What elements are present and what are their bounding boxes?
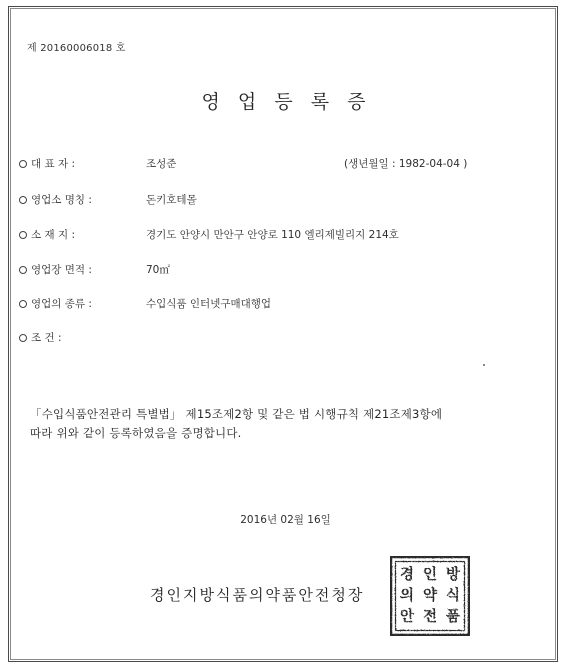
field-representative [19,156,176,171]
svg-text:의: 의 [399,588,415,604]
scan-speck [483,364,485,366]
field-value: 수입식품 인터넷구매대행업 [146,298,272,310]
certification-statement [30,405,530,443]
circle-bullet-icon [19,300,27,308]
field-label: 소 재 지 : [31,229,75,241]
statement-line: 「수입식품안전관리 특별법」 제15조제2항 및 같은 법 시행규칙 제21조제3항에 [30,407,443,421]
issue-date: 2016년 02월 16일 [240,514,331,526]
field-label: 조 건 : [31,332,62,344]
field-business-name [19,192,197,207]
circle-bullet-icon [19,196,27,204]
svg-text:약: 약 [422,588,438,604]
field-conditions [19,330,146,345]
svg-text:전: 전 [422,609,438,625]
certificate-number: 제 20160006018 호 [27,43,126,54]
svg-text:방: 방 [445,567,461,583]
birth-date: (생년월일 : 1982-04-04 ) [344,158,468,170]
field-value: 조성준 [146,158,177,170]
field-value: 돈키호테몰 [146,194,197,206]
svg-text:경: 경 [399,567,415,583]
svg-text:식: 식 [445,588,461,604]
svg-text:안: 안 [399,609,415,625]
field-floor-area [19,262,170,277]
issuer-name: 경인지방식품의약품안전청장 [150,586,365,604]
field-address [19,227,399,242]
field-label: 대 표 자 : [31,158,75,170]
field-label: 영업장 면적 : [31,264,92,276]
field-business-type [19,296,271,311]
circle-bullet-icon [19,266,27,274]
document-title: 영 업 등 록 증 [201,91,372,113]
svg-text:인: 인 [422,567,438,583]
official-seal-stamp [387,553,473,639]
field-label: 영업의 종류 : [31,298,92,310]
circle-bullet-icon [19,334,27,342]
circle-bullet-icon [19,160,27,168]
field-label: 영업소 명칭 : [31,194,92,206]
statement-line: 따라 위와 같이 등록하였음을 증명합니다. [30,426,242,440]
field-value: 경기도 안양시 만안구 안양로 110 엘리제빌리지 214호 [146,229,399,241]
svg-text:품: 품 [445,609,461,625]
field-value: 70㎡ [146,264,170,276]
circle-bullet-icon [19,231,27,239]
